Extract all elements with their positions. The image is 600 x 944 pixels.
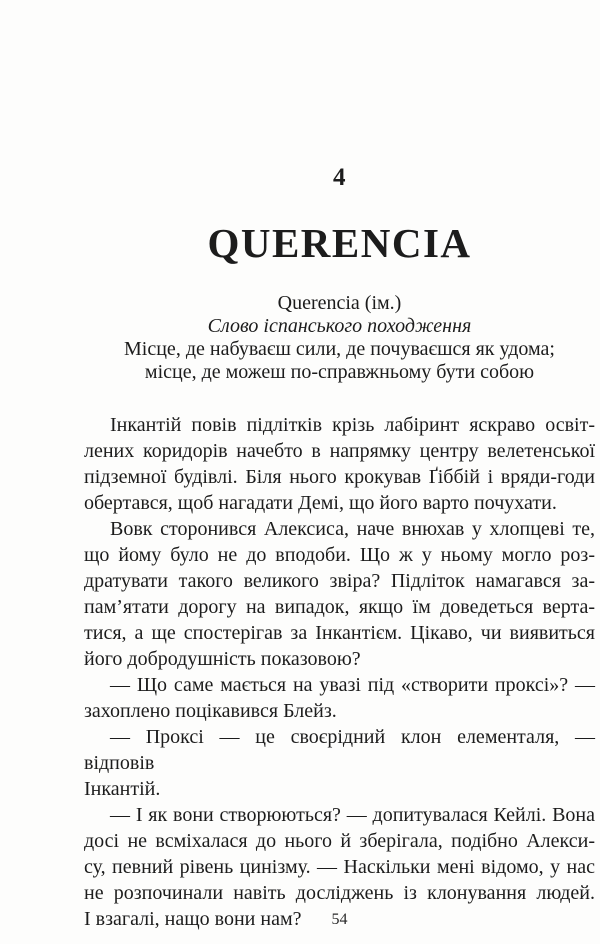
text-line: його добродушність показовою? (84, 648, 361, 670)
epigraph-term: Querencia (ім.) (277, 292, 402, 314)
chapter-title: QUERENCIA (207, 220, 472, 266)
paragraph (84, 672, 595, 724)
paragraph (84, 724, 595, 802)
text-line: не розпочинали навіть досліджень із клонування людей. (84, 882, 595, 904)
chapter-number: 4 (333, 164, 346, 191)
text-line: лених коридорів начебто в напрямку центру велетенської (84, 440, 595, 462)
text-line: Інкантій. (84, 778, 161, 800)
text-line: І взагалі, нащо вони нам? (84, 908, 302, 930)
text-line: — Що саме мається на увазі під «створити проксі»? — (110, 674, 595, 696)
epigraph-definition-line-2: місце, де можеш по-справжньому бути собою (144, 361, 535, 383)
body-text (84, 412, 595, 932)
text-line: що йому було не до вподоби. Що ж у ньому могло роз- (84, 544, 595, 566)
epigraph (84, 292, 595, 384)
text-line: досі не всміхалася до нього й зберігала, подібно Алекси- (84, 830, 595, 852)
page-number: 54 (331, 911, 348, 928)
epigraph-origin: Слово іспанського походження (207, 315, 472, 337)
text-line: су, певний рівень цинізму. — Наскільки мені відомо, у нас (84, 856, 595, 878)
text-line: обертався, щоб нагадати Демі, що його варто почухати. (84, 492, 557, 514)
text-line: — Проксі — це своєрідний клон елементаля, — відповів (84, 726, 595, 774)
paragraph (84, 516, 595, 672)
paragraph (84, 412, 595, 516)
text-line: — І як вони створюються? — допитувалася Кейлі. Вона (110, 804, 595, 826)
text-line: захоплено поцікавився Блейз. (84, 700, 337, 722)
text-line: тися, а ще спостерігав за Інкантієм. Цікаво, чи виявиться (84, 622, 595, 644)
text-column (84, 0, 595, 944)
text-line: Інкантій повів підлітків крізь лабіринт яскраво освіт- (110, 414, 595, 436)
text-line: Вовк сторонився Алексиса, наче внюхав у хлопцеві те, (110, 518, 595, 540)
text-line: підземної будівлі. Біля нього крокував Ґіббій і вряди-годи (84, 466, 595, 488)
text-line: дратувати такого великого звіра? Підліток намагався за- (84, 570, 595, 592)
epigraph-definition-line-1: Місце, де набуваєш сили, де почуваєшся як удома; (124, 338, 555, 360)
text-line: пам’ятати дорогу на випадок, якщо їм доведеться верта- (84, 596, 595, 618)
